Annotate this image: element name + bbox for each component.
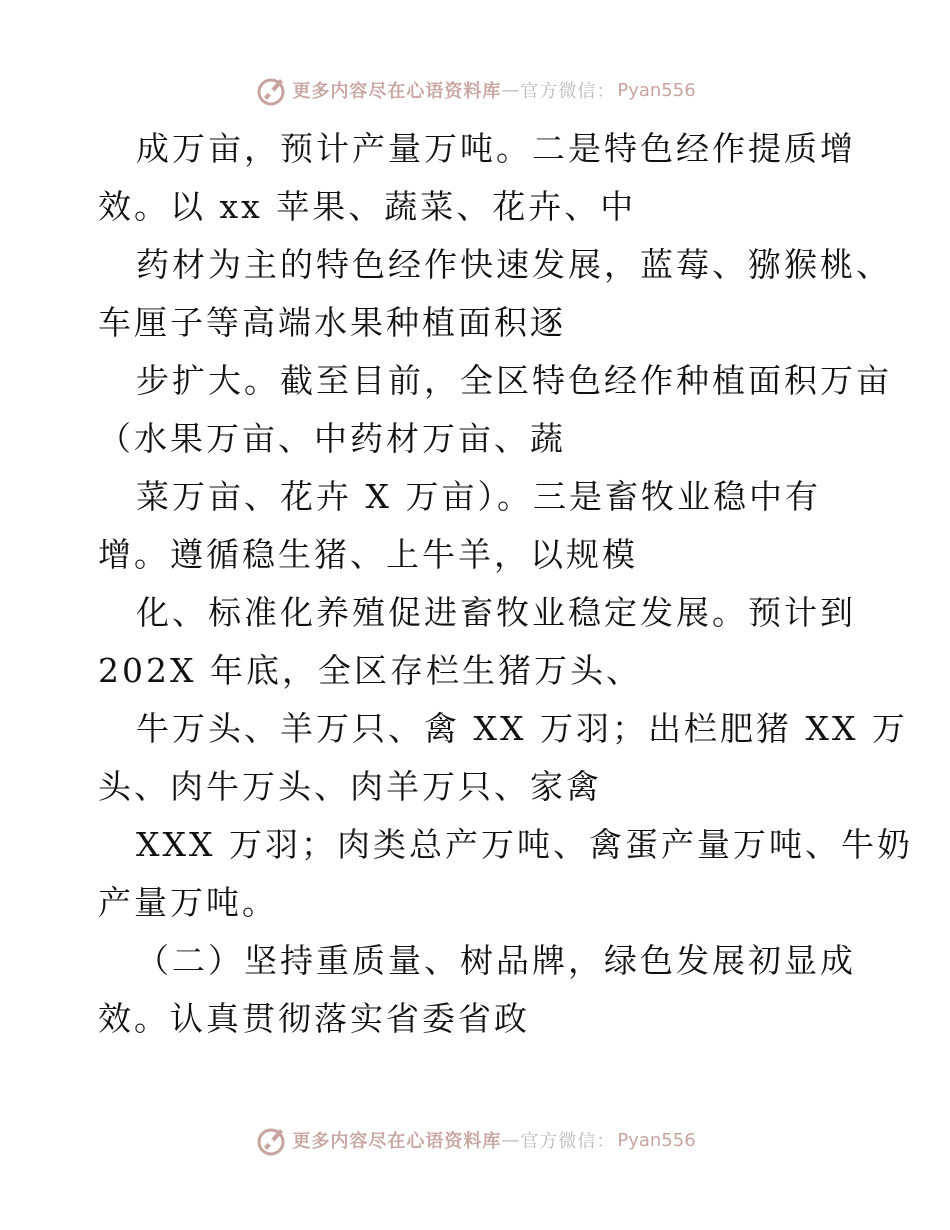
quill-seal-icon <box>254 1123 288 1157</box>
watermark-official: 官方微信： <box>520 81 616 102</box>
watermark-official: 官方微信： <box>520 1131 616 1152</box>
text-line: 牛万头、羊万只、禽 XX 万羽；出栏肥猪 XX 万 <box>136 709 908 748</box>
text-line: 头、肉牛万头、肉羊万只、家禽 <box>98 767 602 806</box>
text-line: 效。以 xx 苹果、蔬菜、花卉、中 <box>98 187 637 226</box>
text-line: 步扩大。截至目前，全区特色经作种植面积万亩 <box>136 361 892 400</box>
text-line: 效。认真贯彻落实省委省政 <box>98 999 530 1038</box>
text-line: 车厘子等高端水果种植面积逐 <box>98 303 566 342</box>
text-line: XXX 万羽；肉类总产万吨、禽蛋产量万吨、牛奶 <box>136 825 913 864</box>
text-line: 成万亩，预计产量万吨。二是特色经作提质增 <box>136 129 856 168</box>
text-line: 化、标准化养殖促进畜牧业稳定发展。预计到 <box>136 593 856 632</box>
text-line: 菜万亩、花卉 X 万亩）。三是畜牧业稳中有 <box>136 477 821 516</box>
watermark-wechat-id: Pyan556 <box>617 79 696 101</box>
document-body <box>98 120 913 1048</box>
text-line: （二）坚持重质量、树品牌，绿色发展初显成 <box>136 941 856 980</box>
text-line: 产量万吨。 <box>98 883 278 922</box>
watermark-brand: 更多内容尽在心语资料库 <box>292 81 502 102</box>
watermark-text <box>292 1127 695 1153</box>
watermark-wechat-id: Pyan556 <box>617 1129 696 1151</box>
footer-watermark <box>0 1120 950 1160</box>
watermark-brand: 更多内容尽在心语资料库 <box>292 1131 502 1152</box>
text-line: 药材为主的特色经作快速发展，蓝莓、猕猴桃、 <box>136 245 892 284</box>
header-watermark <box>0 70 950 110</box>
text-line: 202X 年底，全区存栏生猪万头、 <box>98 651 642 690</box>
quill-seal-icon <box>254 73 288 107</box>
watermark-dash: — <box>501 79 521 101</box>
text-line: （水果万亩、中药材万亩、蔬 <box>98 419 566 458</box>
text-line: 增。遵循稳生猪、上牛羊，以规模 <box>98 535 638 574</box>
watermark-text <box>292 77 695 103</box>
watermark-dash: — <box>501 1129 521 1151</box>
